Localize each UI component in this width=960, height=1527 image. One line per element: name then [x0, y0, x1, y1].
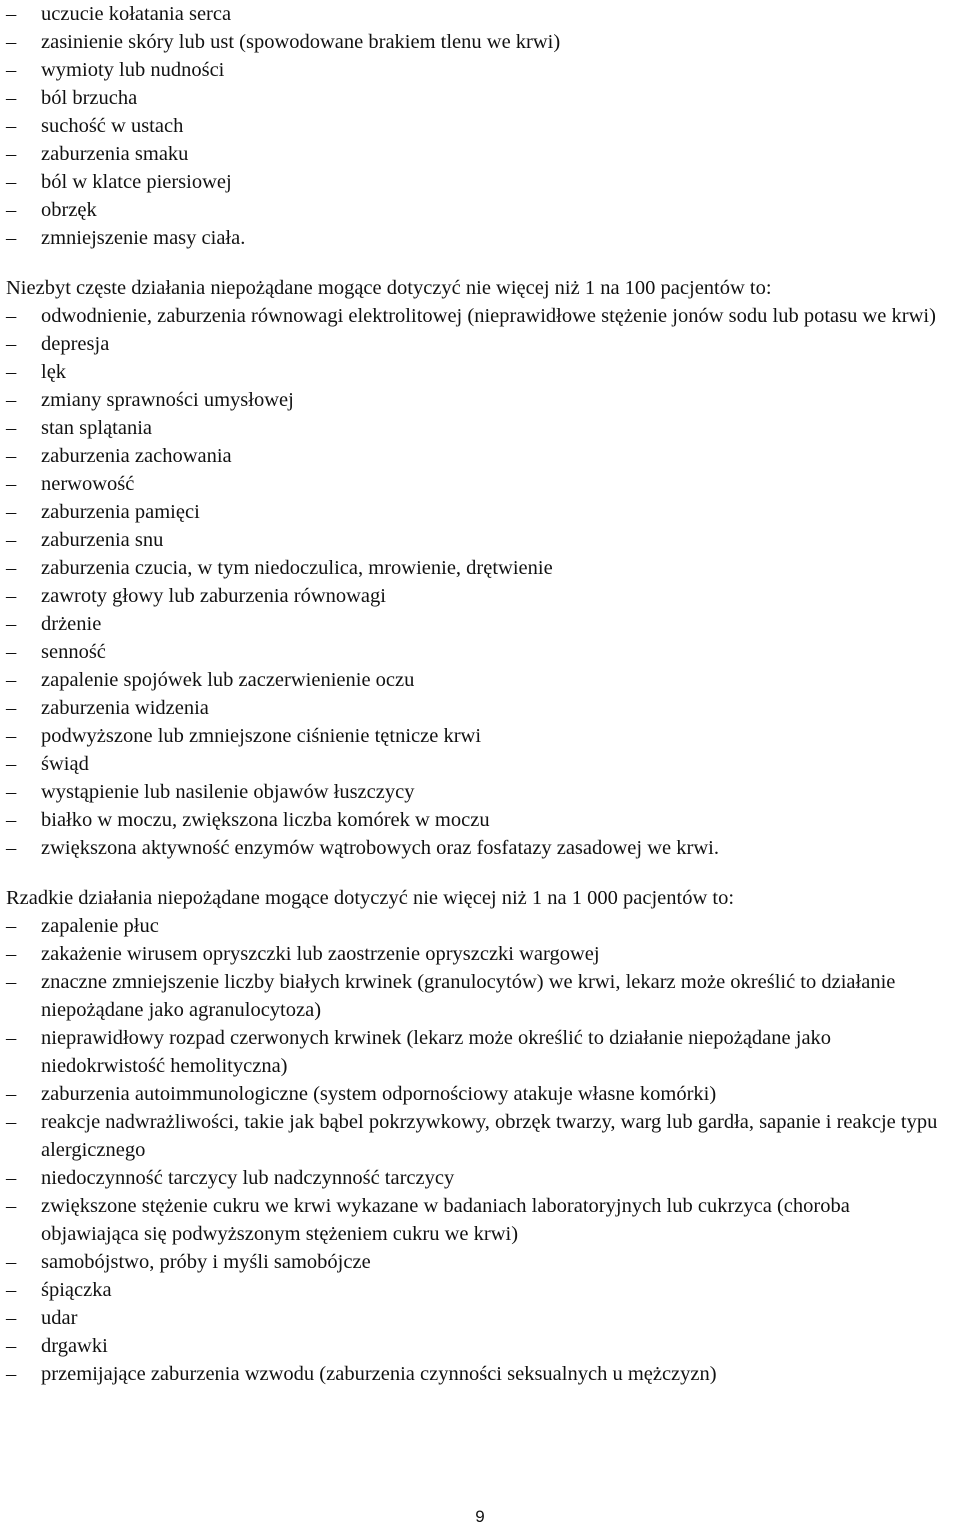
dash-bullet: –: [6, 1111, 17, 1133]
dash-bullet: –: [6, 143, 17, 165]
page-number: 9: [475, 1507, 485, 1526]
list-item-text: zaburzenia autoimmunologiczne (system odpornościowy atakuje własne komórki): [41, 1083, 717, 1105]
dash-bullet: –: [6, 781, 17, 803]
dash-bullet: –: [6, 697, 17, 719]
dash-bullet: –: [6, 361, 17, 383]
dash-bullet: –: [6, 87, 17, 109]
uncommon-section-intro: Niezbyt częste działania niepożądane mogące dotyczyć nie więcej niż 1 na 100 pacjentów to:: [6, 277, 772, 299]
list-item: [6, 610, 946, 638]
dash-bullet: –: [6, 31, 17, 53]
dash-bullet: –: [6, 333, 17, 355]
dash-bullet: –: [6, 725, 17, 747]
list-item-text: suchość w ustach: [41, 115, 184, 137]
list-item: [6, 498, 946, 526]
list-item-text: depresja: [41, 333, 110, 355]
list-item: [6, 694, 946, 722]
dash-bullet: –: [6, 943, 17, 965]
list-item-text: uczucie kołatania serca: [41, 3, 232, 25]
list-item-text: zmniejszenie masy ciała.: [41, 227, 246, 249]
dash-bullet: –: [6, 1027, 17, 1049]
dash-bullet: –: [6, 305, 17, 327]
list-item-text: lęk: [41, 361, 67, 383]
list-item: [6, 1024, 946, 1080]
list-item: [6, 386, 946, 414]
list-item: [6, 0, 946, 28]
list-item-text: zapalenie płuc: [41, 915, 159, 937]
list-item: [6, 28, 946, 56]
list-item-text: zaburzenia pamięci: [41, 501, 200, 523]
list-item: [6, 750, 946, 778]
dash-bullet: –: [6, 1195, 17, 1217]
list-item: [6, 168, 946, 196]
dash-bullet: –: [6, 971, 17, 993]
list-item-text: zapalenie spojówek lub zaczerwienienie oczu: [41, 669, 415, 691]
rare-section-intro: Rzadkie działania niepożądane mogące dotyczyć nie więcej niż 1 na 1 000 pacjentów to:: [6, 887, 735, 909]
dash-bullet: –: [6, 445, 17, 467]
list-item: [6, 140, 946, 168]
dash-bullet: –: [6, 171, 17, 193]
list-item-text: niedoczynność tarczycy lub nadczynność tarczycy: [41, 1167, 455, 1189]
list-item: [6, 1080, 946, 1108]
list-item: [6, 112, 946, 140]
dash-bullet: –: [6, 417, 17, 439]
list-item: [6, 470, 946, 498]
dash-bullet: –: [6, 1335, 17, 1357]
list-item: [6, 638, 946, 666]
dash-bullet: –: [6, 227, 17, 249]
dash-bullet: –: [6, 837, 17, 859]
list-item: [6, 1304, 946, 1332]
list-item: [6, 722, 946, 750]
dash-bullet: –: [6, 1279, 17, 1301]
list-item: [6, 330, 946, 358]
list-item-text: nieprawidłowy rozpad czerwonych krwinek (lekarz może określić to działanie niepożądane jako niedokrwistość hemolityczna): [41, 1027, 832, 1077]
dash-bullet: –: [6, 753, 17, 775]
dash-bullet: –: [6, 199, 17, 221]
list-item: [6, 666, 946, 694]
list-item-text: przemijające zaburzenia wzwodu (zaburzenia czynności seksualnych u mężczyzn): [41, 1363, 717, 1385]
list-item-text: drżenie: [41, 613, 102, 635]
list-item-text: zwiększone stężenie cukru we krwi wykazane w badaniach laboratoryjnych lub cukrzyca (choroba objawiająca się podwyższonym stężeniem cukru we krwi): [41, 1195, 850, 1245]
list-item-text: zmiany sprawności umysłowej: [41, 389, 294, 411]
side-effects-list-continued: [6, 0, 946, 252]
list-item: [6, 84, 946, 112]
list-item: [6, 414, 946, 442]
list-item: [6, 778, 946, 806]
list-item: [6, 940, 946, 968]
dash-bullet: –: [6, 389, 17, 411]
list-item-text: zaburzenia zachowania: [41, 445, 232, 467]
list-item-text: reakcje nadwrażliwości, takie jak bąbel pokrzywkowy, obrzęk twarzy, warg lub gardła, sapanie i reakcje typu alergicznego: [41, 1111, 938, 1161]
dash-bullet: –: [6, 1083, 17, 1105]
document-body: [6, 0, 946, 1388]
list-item: [6, 1164, 946, 1192]
list-item-text: zakażenie wirusem opryszczki lub zaostrzenie opryszczki wargowej: [41, 943, 600, 965]
list-item-text: zaburzenia czucia, w tym niedoczulica, mrowienie, drętwienie: [41, 557, 553, 579]
list-item-text: udar: [41, 1307, 78, 1329]
list-item-text: zaburzenia smaku: [41, 143, 189, 165]
list-item-text: drgawki: [41, 1335, 108, 1357]
dash-bullet: –: [6, 1167, 17, 1189]
dash-bullet: –: [6, 1307, 17, 1329]
list-item-text: podwyższone lub zmniejszone ciśnienie tętnicze krwi: [41, 725, 482, 747]
list-item-text: zaburzenia widzenia: [41, 697, 209, 719]
list-item-text: obrzęk: [41, 199, 97, 221]
list-item-text: odwodnienie, zaburzenia równowagi elektrolitowej (nieprawidłowe stężenie jonów sodu lub potasu we krwi): [41, 305, 936, 327]
dash-bullet: –: [6, 529, 17, 551]
list-item-text: ból w klatce piersiowej: [41, 171, 232, 193]
list-item-text: znaczne zmniejszenie liczby białych krwinek (granulocytów) we krwi, lekarz może określić to działanie niepożądane jako agranulocytoza): [41, 971, 896, 1021]
list-item-text: zwiększona aktywność enzymów wątrobowych oraz fosfatazy zasadowej we krwi.: [41, 837, 719, 859]
list-item: [6, 358, 946, 386]
list-item: [6, 806, 946, 834]
list-item: [6, 1276, 946, 1304]
list-item-text: wymioty lub nudności: [41, 59, 225, 81]
list-item-text: wystąpienie lub nasilenie objawów łuszczycy: [41, 781, 415, 803]
dash-bullet: –: [6, 557, 17, 579]
list-item: [6, 1248, 946, 1276]
list-item: [6, 1192, 946, 1248]
dash-bullet: –: [6, 669, 17, 691]
list-item-text: zasinienie skóry lub ust (spowodowane brakiem tlenu we krwi): [41, 31, 561, 53]
dash-bullet: –: [6, 1251, 17, 1273]
dash-bullet: –: [6, 585, 17, 607]
list-item: [6, 442, 946, 470]
uncommon-side-effects-list: [6, 302, 946, 862]
list-item: [6, 1332, 946, 1360]
dash-bullet: –: [6, 641, 17, 663]
list-item-text: ból brzucha: [41, 87, 138, 109]
list-item: [6, 1108, 946, 1164]
dash-bullet: –: [6, 809, 17, 831]
list-item-text: śpiączka: [41, 1279, 112, 1301]
dash-bullet: –: [6, 473, 17, 495]
list-item: [6, 302, 946, 330]
list-item: [6, 912, 946, 940]
dash-bullet: –: [6, 1363, 17, 1385]
dash-bullet: –: [6, 59, 17, 81]
list-item: [6, 834, 946, 862]
list-item: [6, 196, 946, 224]
dash-bullet: –: [6, 3, 17, 25]
dash-bullet: –: [6, 501, 17, 523]
list-item: [6, 582, 946, 610]
list-item: [6, 56, 946, 84]
dash-bullet: –: [6, 115, 17, 137]
rare-side-effects-list: [6, 912, 946, 1388]
list-item-text: senność: [41, 641, 106, 663]
list-item: [6, 224, 946, 252]
list-item-text: białko w moczu, zwiększona liczba komórek w moczu: [41, 809, 490, 831]
list-item-text: świąd: [41, 753, 89, 775]
list-item-text: zaburzenia snu: [41, 529, 164, 551]
list-item-text: stan splątania: [41, 417, 153, 439]
list-item: [6, 526, 946, 554]
list-item: [6, 968, 946, 1024]
list-item-text: zawroty głowy lub zaburzenia równowagi: [41, 585, 386, 607]
list-item: [6, 1360, 946, 1388]
dash-bullet: –: [6, 915, 17, 937]
list-item-text: samobójstwo, próby i myśli samobójcze: [41, 1251, 371, 1273]
list-item-text: nerwowość: [41, 473, 135, 495]
list-item: [6, 554, 946, 582]
dash-bullet: –: [6, 613, 17, 635]
